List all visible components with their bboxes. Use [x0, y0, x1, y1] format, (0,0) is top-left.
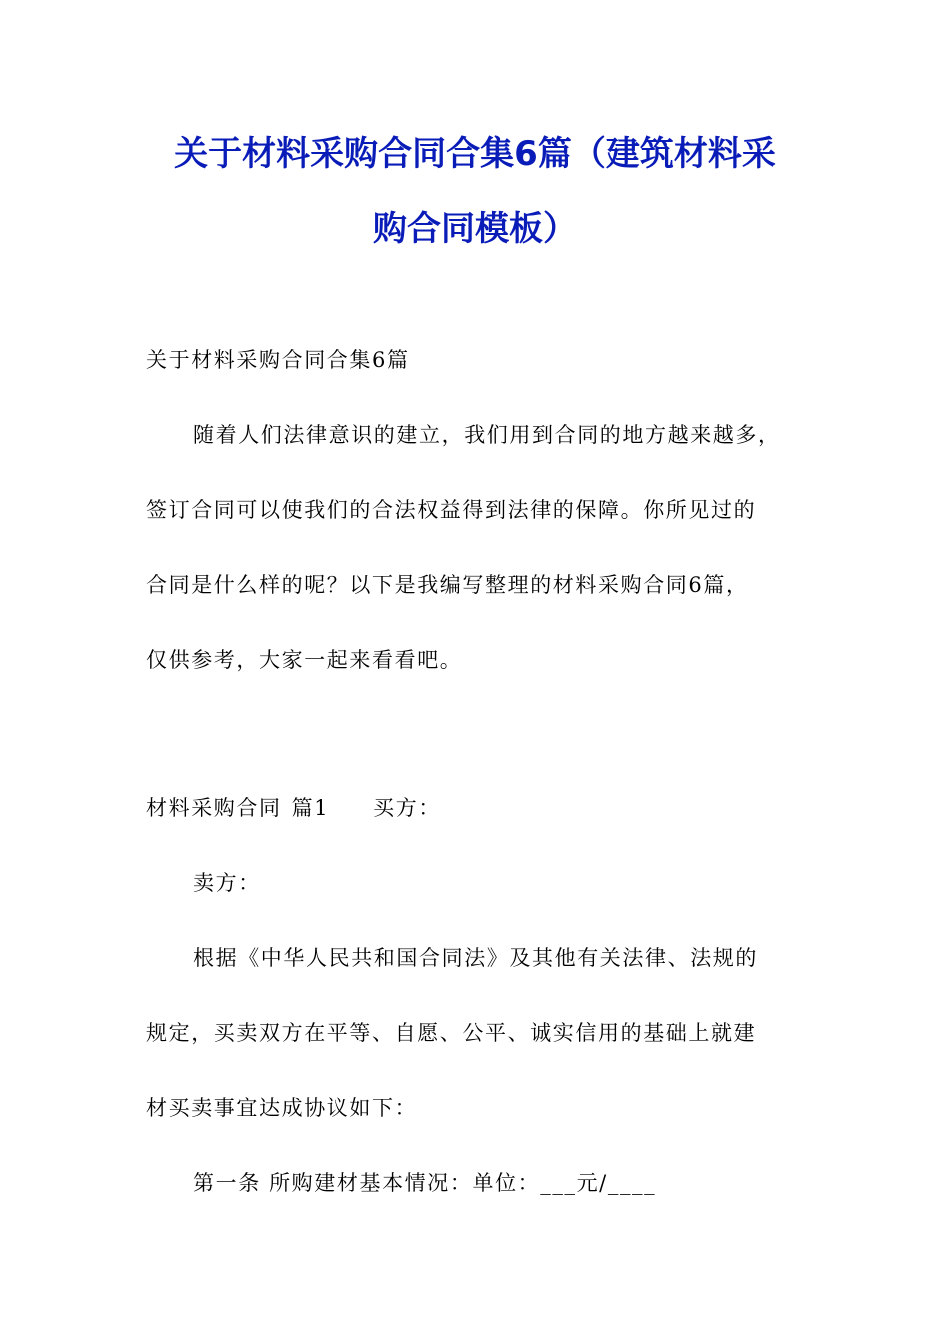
seller-label: 卖方： [193, 871, 261, 895]
section-1-heading: 材料采购合同 [146, 796, 282, 820]
section-1-para-line-2: 规定，买卖双方在平等、自愿、公平、诚实信用的基础上就建 [146, 1021, 757, 1045]
intro-line-2: 签订合同可以使我们的合法权益得到法律的保障。你所见过的 [146, 498, 757, 522]
article-1-line: 第一条 所购建材基本情况：单位：___元/____ [193, 1171, 657, 1195]
section-1-heading-row [146, 793, 441, 823]
intro-line-3: 合同是什么样的呢？以下是我编写整理的材料采购合同6篇， [146, 573, 749, 597]
section-1-para-line-3: 材买卖事宜达成协议如下： [146, 1096, 418, 1120]
intro-line-1: 随着人们法律意识的建立，我们用到合同的地方越来越多， [193, 423, 781, 447]
section-1-para-line-1: 根据《中华人民共和国合同法》及其他有关法律、法规的 [193, 946, 758, 970]
subtitle: 关于材料采购合同合集6篇 [146, 348, 410, 372]
buyer-label: 买方： [373, 796, 441, 820]
document-title-line-1: 关于材料采购合同合集6篇（建筑材料采 [174, 134, 776, 174]
section-1-number: 篇1 [291, 796, 330, 820]
document-title-line-2: 购合同模板） [373, 209, 577, 249]
intro-line-4: 仅供参考，大家一起来看看吧。 [146, 648, 463, 672]
